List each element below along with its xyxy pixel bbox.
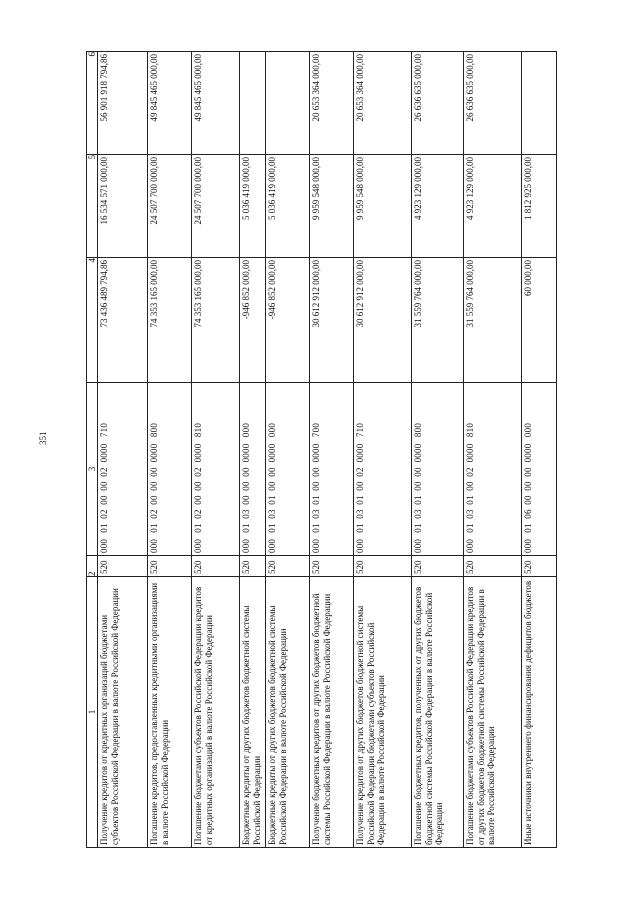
row-value-col6: 49 845 465 000,00 [192,52,240,155]
row-value-col4: 73 436 489 794,86 [98,258,148,383]
code-part: 03 [355,509,366,519]
table-row [266,52,310,848]
code-part: 0000 [465,443,476,463]
table-row [192,52,240,848]
row-classification-code [464,383,522,556]
code-part: 800 [149,422,160,438]
table-row [354,52,412,848]
row-value-col4: 31 559 764 000,00 [464,258,522,383]
code-part: 00 [267,481,278,491]
budget-table-container [86,52,554,848]
code-part: 0000 [311,443,322,463]
code-part: 710 [99,422,110,438]
row-value-col4: 31 559 764 000,00 [412,258,464,383]
code-part: 00 [523,481,534,491]
row-name: Получение кредитов от кредитных организаций бюджетами субъектов Российской Федерации в валюте Российской Федерации [98,577,148,848]
code-part: 800 [413,422,424,438]
table-body [98,52,557,848]
row-name: Бюджетные кредиты от других бюджетов бюджетной системы Российской Федерации в валюте Российской Федерации [266,577,310,848]
code-part: 02 [355,467,366,477]
row-value-col4: 30 612 912 000,00 [354,258,412,383]
code-part: 000 [267,538,278,553]
row-value-col5: 9 959 548 000,00 [310,155,354,258]
row-admin-code: 520 [98,556,148,577]
table-row [412,52,464,848]
code-part: 00 [523,467,534,477]
row-value-col6 [266,52,310,155]
code-part: 00 [193,495,204,505]
code-part: 01 [413,495,424,505]
row-name: Погашение кредитов, предоставленных кредитными организациями в валюте Российской Федерации [148,577,192,848]
table-row [310,52,354,848]
code-part: 01 [149,523,160,533]
row-value-col6 [522,52,557,155]
code-part: 00 [413,467,424,477]
row-value-col4: 74 353 165 000,00 [148,258,192,383]
row-classification-code [412,383,464,556]
table-header-row [87,52,98,848]
header-col-4: 4 [87,258,98,383]
row-admin-code: 520 [412,556,464,577]
code-part: 01 [413,523,424,533]
code-part: 000 [523,422,534,438]
code-part: 00 [241,481,252,491]
table-row [522,52,557,848]
row-value-col6: 20 653 364 000,00 [310,52,354,155]
code-part: 01 [465,523,476,533]
code-part: 03 [241,509,252,519]
row-classification-code [148,383,192,556]
row-value-col5: 5 036 419 000,00 [240,155,266,258]
code-part: 03 [413,509,424,519]
row-admin-code: 520 [310,556,354,577]
row-name: Иные источники внутреннего финансирования дефицитов бюджетов [522,577,557,848]
row-value-col4: 30 612 912 000,00 [310,258,354,383]
code-part: 02 [193,509,204,519]
code-part: 00 [149,495,160,505]
code-part: 000 [523,538,534,553]
row-value-col6: 26 636 635 000,00 [464,52,522,155]
row-classification-code [240,383,266,556]
row-value-col5: 9 959 548 000,00 [354,155,412,258]
code-part: 00 [193,481,204,491]
code-part: 000 [193,538,204,553]
row-value-col5: 24 507 700 000,00 [192,155,240,258]
row-value-col4: 74 353 165 000,00 [192,258,240,383]
code-part: 700 [311,422,322,438]
row-value-col5: 4 923 129 000,00 [464,155,522,258]
code-part: 000 [241,422,252,438]
code-part: 0000 [267,443,278,463]
row-admin-code: 520 [148,556,192,577]
code-part: 00 [99,495,110,505]
code-part: 000 [413,538,424,553]
code-part: 000 [355,538,366,553]
code-part: 0000 [99,443,110,463]
code-part: 02 [465,467,476,477]
header-col-3: 3 [87,383,98,556]
code-part: 02 [99,509,110,519]
row-admin-code: 520 [354,556,412,577]
code-part: 00 [465,481,476,491]
code-part: 03 [311,509,322,519]
row-classification-code [98,383,148,556]
code-part: 0000 [149,443,160,463]
row-value-col4: -946 852 000,00 [240,258,266,383]
table-row [98,52,148,848]
code-part: 01 [355,523,366,533]
row-classification-code [192,383,240,556]
header-col-2: 2 [87,556,98,577]
code-part: 00 [311,467,322,477]
code-part: 00 [355,481,366,491]
code-part: 03 [465,509,476,519]
row-value-col5: 16 534 571 000,00 [98,155,148,258]
header-col-6: 6 [87,52,98,155]
row-value-col6: 26 636 635 000,00 [412,52,464,155]
code-part: 0000 [355,443,366,463]
row-name: Получение бюджетных кредитов от других бюджетов бюджетной системы Российской Федерации в валюте Российской Федерации [310,577,354,848]
code-part: 000 [99,538,110,553]
row-value-col6: 56 901 918 794,86 [98,52,148,155]
code-part: 01 [523,523,534,533]
code-part: 00 [241,467,252,477]
header-col-5: 5 [87,155,98,258]
code-part: 810 [465,422,476,438]
row-classification-code [522,383,557,556]
code-part: 0000 [523,443,534,463]
row-value-col5: 5 036 419 000,00 [266,155,310,258]
code-part: 01 [311,495,322,505]
code-part: 000 [149,538,160,553]
code-part: 01 [99,523,110,533]
code-part: 710 [355,422,366,438]
code-part: 000 [241,538,252,553]
row-admin-code: 520 [192,556,240,577]
page-number: 351 [38,431,48,445]
row-value-col5: 4 923 129 000,00 [412,155,464,258]
code-part: 0000 [413,443,424,463]
row-name: Погашение бюджетных кредитов, полученных от других бюджетов бюджетной системы Российской Федерации в валюте Российской Федерации [412,577,464,848]
code-part: 02 [99,467,110,477]
code-part: 03 [267,509,278,519]
row-classification-code [310,383,354,556]
code-part: 000 [267,422,278,438]
code-part: 02 [149,509,160,519]
header-col-1: 1 [87,577,98,848]
code-part: 01 [267,523,278,533]
table-row [240,52,266,848]
code-part: 01 [465,495,476,505]
code-part: 00 [149,481,160,491]
code-part: 00 [267,467,278,477]
row-classification-code [354,383,412,556]
table-row [148,52,192,848]
row-admin-code: 520 [266,556,310,577]
row-name: Погашение бюджетами субъектов Российской Федерации кредитов от других бюджетов бюджетной системы Российской Федерации в валюте Российской Федерации [464,577,522,848]
code-part: 00 [241,495,252,505]
row-value-col6 [240,52,266,155]
code-part: 02 [193,467,204,477]
row-name: Бюджетные кредиты от других бюджетов бюджетной системы Российской Федерации [240,577,266,848]
row-value-col6: 49 845 465 000,00 [148,52,192,155]
code-part: 00 [311,481,322,491]
code-part: 000 [311,538,322,553]
row-name: Получение кредитов от других бюджетов бюджетной системы Российской Федерации бюджетами субъектов Российской Федерации в валюте Российской Федерации [354,577,412,848]
row-classification-code [266,383,310,556]
budget-sources-table [86,51,557,848]
row-value-col4: 60 000,00 [522,258,557,383]
table-row [464,52,522,848]
row-admin-code: 520 [240,556,266,577]
row-admin-code: 520 [464,556,522,577]
code-part: 01 [241,523,252,533]
row-value-col5: 24 507 700 000,00 [148,155,192,258]
row-value-col5: 1 812 925 000,00 [522,155,557,258]
code-part: 0000 [193,443,204,463]
code-part: 00 [413,481,424,491]
code-part: 00 [149,467,160,477]
row-value-col6: 20 653 364 000,00 [354,52,412,155]
code-part: 01 [267,495,278,505]
code-part: 06 [523,509,534,519]
code-part: 01 [355,495,366,505]
row-admin-code: 520 [522,556,557,577]
code-part: 01 [311,523,322,533]
code-part: 810 [193,422,204,438]
code-part: 00 [99,481,110,491]
code-part: 00 [523,495,534,505]
code-part: 0000 [241,443,252,463]
code-part: 01 [193,523,204,533]
code-part: 000 [465,538,476,553]
row-name: Погашение бюджетами субъектов Российской Федерации кредитов от кредитных организаций в валюте Российской Федерации [192,577,240,848]
row-value-col4: -946 852 000,00 [266,258,310,383]
